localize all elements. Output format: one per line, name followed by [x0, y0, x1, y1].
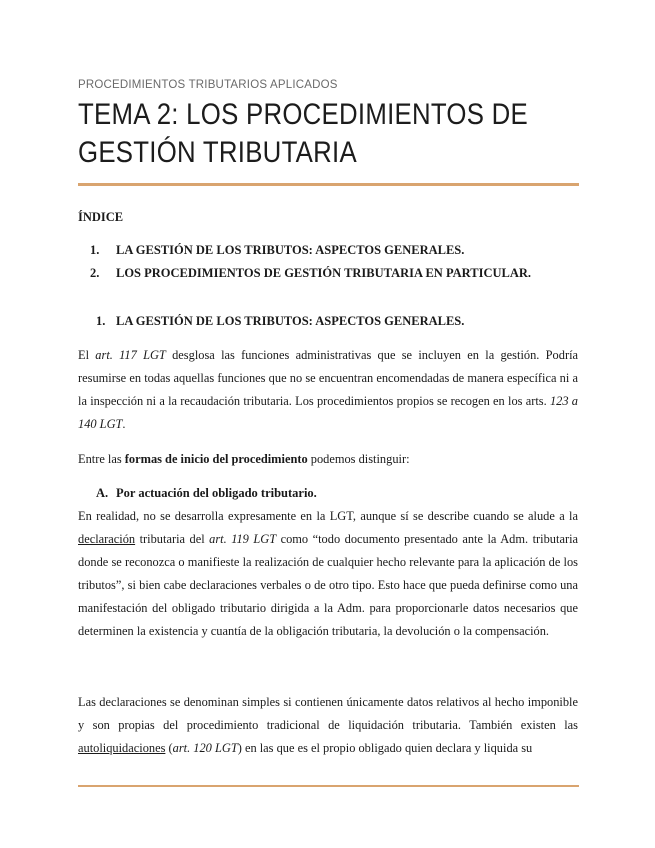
document-title: TEMA 2: LOS PROCEDIMIENTOS DE GESTIÓN TRIBUTARIA: [78, 98, 529, 169]
subsection-a-paragraph-2: Las declaraciones se denominan simples si contienen únicamente datos relativos al hecho imponible y son propias del procedimiento tradicional de liquidación tributaria. También existen las autoliquidaciones (art. 120 LGT) en las que es el propio obligado quien declara y liquida su: [78, 695, 578, 755]
section-1-paragraph-1: El art. 117 LGT desglosa las funciones administrativas que se incluyen en la gestión. Podría resumirse en todas aquellas funciones que no se encuentran encomendadas de manera específica ni a la inspección ni a la recaudación tributaria. Los procedimientos propios se recogen en los arts. 123 a 140 LGT.: [78, 348, 579, 431]
subsection-a-paragraph-1: En realidad, no se desarrolla expresamente en la LGT, aunque sí se describe cuando se alude a la declaración tributaria del art. 119 LGT como “todo documento presentado ante la Adm. tributaria donde se reconozca o manifieste la realización de cualquier hecho relevante para la aplicación de los tributos”, si bien cabe declaraciones verbales o de otro tipo. Esto hace que pueda definirse como una manifestación del obligado tributario dirigida a la Adm. para proporcionarle datos necesarios que determinen la existencia y cuantía de la obligación tributaria, la devolución o la compensación.: [78, 509, 579, 638]
index-item-1-number: 1.: [90, 243, 100, 257]
index-item-1[interactable]: LA GESTIÓN DE LOS TRIBUTOS: ASPECTOS GENERALES.: [116, 243, 465, 257]
index-heading: ÍNDICE: [78, 210, 124, 224]
index-item-2-number: 2.: [90, 266, 100, 280]
header-divider: [78, 183, 579, 186]
section-1-paragraph-2: Entre las formas de inicio del procedimiento podemos distinguir:: [78, 452, 410, 466]
footer-divider: [78, 785, 579, 787]
subsection-a-number: A.: [96, 486, 109, 500]
subsection-a-heading: Por actuación del obligado tributario.: [116, 486, 317, 500]
section-1-number: 1.: [96, 314, 106, 328]
document-subtitle: PROCEDIMIENTOS TRIBUTARIOS APLICADOS: [78, 79, 338, 91]
section-1-heading: LA GESTIÓN DE LOS TRIBUTOS: ASPECTOS GENERALES.: [116, 314, 465, 328]
index-item-2[interactable]: LOS PROCEDIMIENTOS DE GESTIÓN TRIBUTARIA EN PARTICULAR.: [116, 266, 532, 280]
